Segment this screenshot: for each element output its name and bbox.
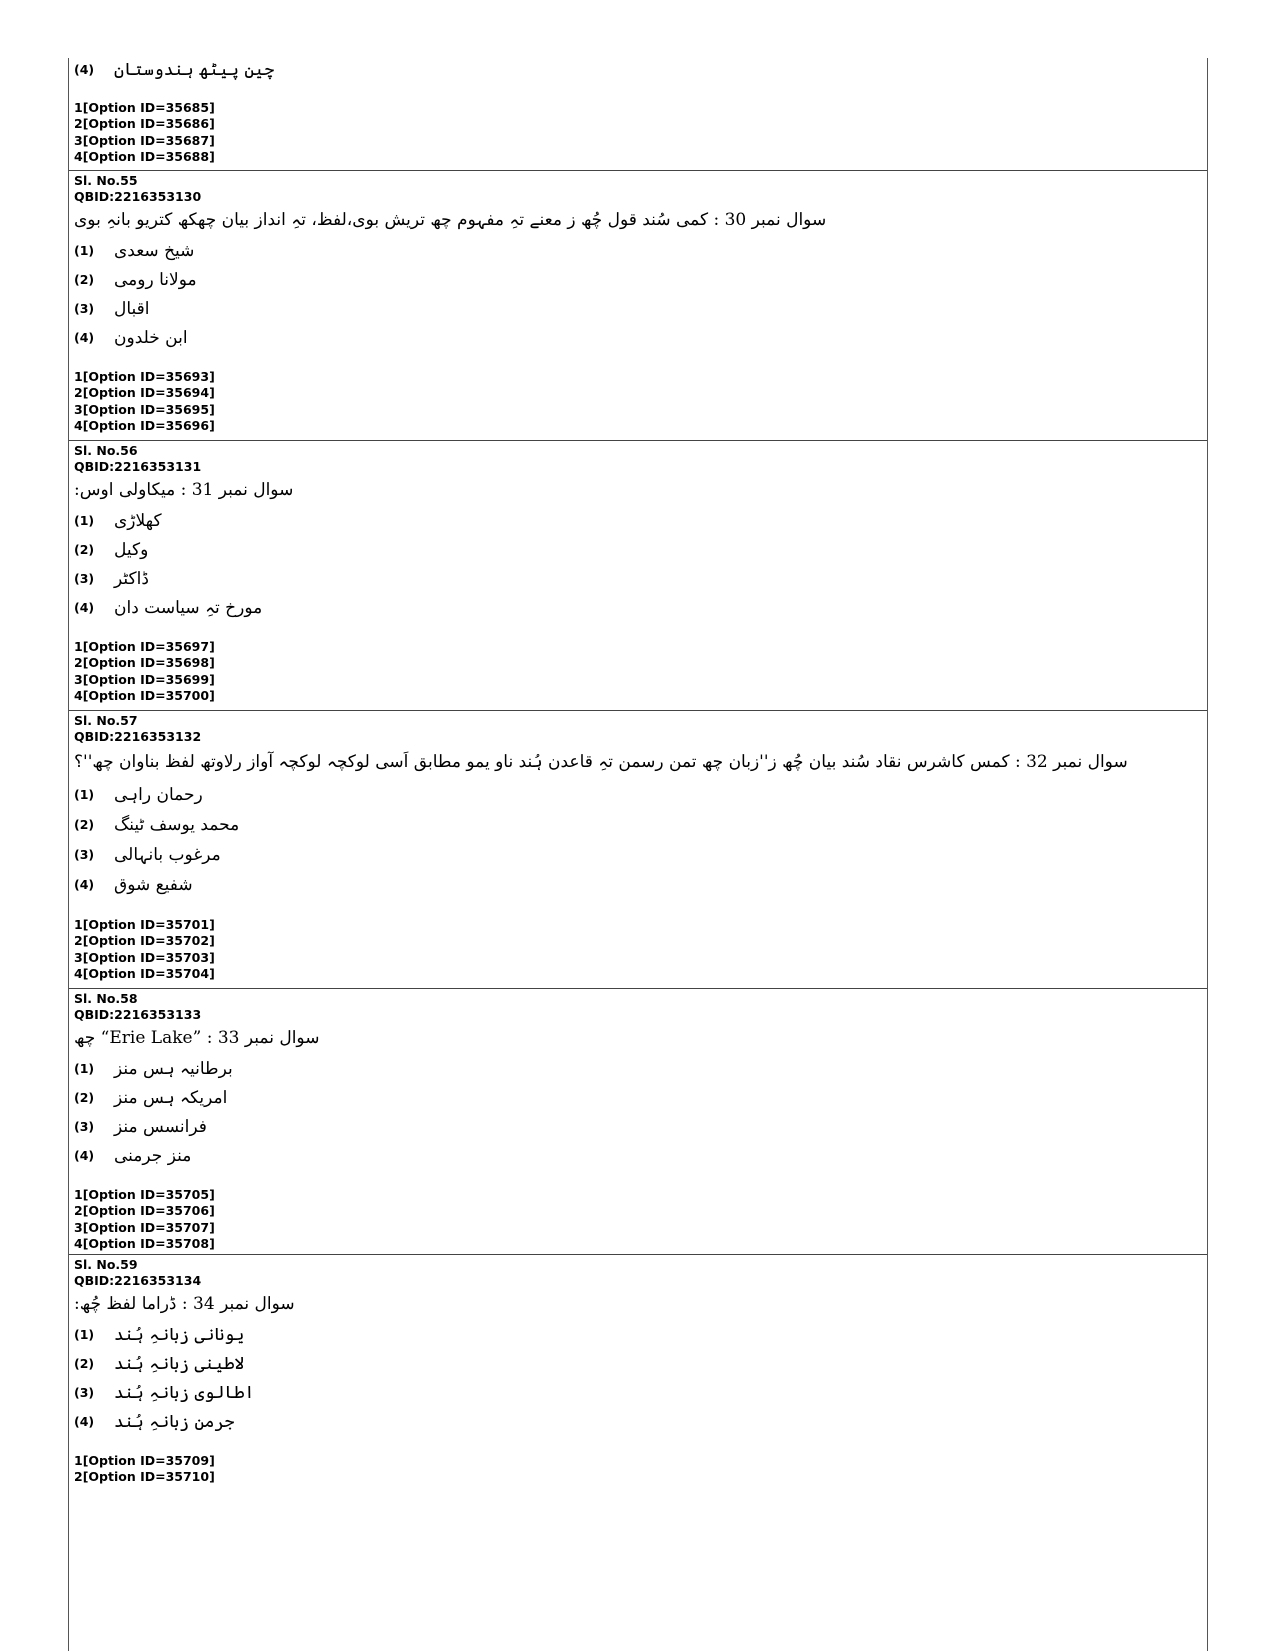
question-header — [69, 989, 1207, 1023]
option-text: لاطینی زبانہِ ہُند — [114, 1354, 245, 1374]
question-text: سوال نمبر 33 : ”Erie Lake“ چھ — [74, 1028, 320, 1048]
previous-question-tail — [69, 58, 1207, 170]
option-text: اطالوی زبانہِ ہُند — [114, 1383, 255, 1403]
question-block — [69, 988, 1207, 1254]
option-id: 3[Option ID=35699] — [74, 671, 215, 687]
option-number: (2) — [74, 1090, 95, 1105]
option-number: (2) — [74, 542, 95, 557]
question-header — [69, 1255, 1207, 1289]
option-number: (3) — [74, 301, 95, 316]
option-text: مولانا رومی — [114, 270, 197, 290]
option-row — [74, 1410, 234, 1434]
option-text: چین پیٹھ ہندوستان — [114, 60, 275, 80]
option-row — [74, 1323, 244, 1347]
option-row — [74, 873, 193, 897]
serial-number: Sl. No.56 — [74, 443, 138, 458]
option-row — [74, 58, 274, 82]
option-number: (1) — [74, 243, 95, 258]
option-id: 1[Option ID=35693] — [74, 369, 215, 384]
option-row — [74, 1115, 207, 1139]
option-text: یونانی زبانہِ ہُند — [114, 1325, 245, 1345]
option-id: 4[Option ID=35704] — [74, 965, 215, 981]
option-row — [74, 268, 197, 292]
question-block — [69, 710, 1207, 988]
option-text: ڈاکٹر — [114, 569, 149, 589]
question-text: سوال نمبر 32 : کمس کاشرس نقاد سُند بیان چُھ ز''زبان چھ تمن رسمن تہِ قاعدن ہُند ناو یمو مطابق اَسی لوکچہ لوکچہ آواز رلاوتھ لفظ بناوان چھ''؟ — [74, 752, 1128, 772]
option-text: محمد یوسف ٹینگ — [114, 815, 240, 835]
question-text: سوال نمبر 30 : کمی سُند قول چُھ ز معنے تہِ مفہوم چھ تریش بوی،لفظ، تہِ انداز بیان چھکھ کتریو بانہِ بوی — [74, 210, 827, 230]
option-id: 4[Option ID=35708] — [74, 1235, 215, 1251]
option-number: (2) — [74, 817, 95, 832]
option-id: 3[Option ID=35687] — [74, 132, 215, 148]
option-id: 4[Option ID=35696] — [74, 417, 215, 433]
option-id-list — [74, 369, 215, 434]
option-id-list — [74, 639, 215, 704]
option-id: 2[Option ID=35694] — [74, 385, 215, 401]
question-header — [69, 711, 1207, 745]
option-number: (1) — [74, 1327, 95, 1342]
option-id: 3[Option ID=35707] — [74, 1219, 215, 1235]
option-row — [74, 1381, 254, 1405]
option-row — [74, 1352, 244, 1376]
option-id-list — [74, 1187, 215, 1252]
option-id: 2[Option ID=35706] — [74, 1203, 215, 1219]
option-row — [74, 538, 148, 562]
serial-number: Sl. No.55 — [74, 173, 138, 188]
option-number: (4) — [74, 330, 95, 345]
option-id: 1[Option ID=35697] — [74, 639, 215, 654]
question-paper-page — [68, 58, 1208, 1651]
option-id: 2[Option ID=35698] — [74, 655, 215, 671]
option-text: شیخ سعدی — [114, 241, 195, 261]
question-text: سوال نمبر 34 : ڈراما لفظ چُھ: — [74, 1294, 295, 1314]
option-id-list — [74, 1453, 215, 1486]
question-block — [69, 170, 1207, 440]
option-row — [74, 843, 221, 867]
option-number: (1) — [74, 513, 95, 528]
option-text: کھلاڑی — [114, 511, 162, 531]
option-id: 2[Option ID=35702] — [74, 933, 215, 949]
qbid: QBID:2216353133 — [74, 1007, 202, 1022]
serial-number: Sl. No.59 — [74, 1257, 138, 1272]
question-header — [69, 441, 1207, 475]
option-number: (4) — [74, 600, 95, 615]
option-id: 4[Option ID=35700] — [74, 687, 215, 703]
qbid: QBID:2216353132 — [74, 729, 202, 744]
option-text: اقبال — [114, 299, 150, 319]
option-row — [74, 1057, 233, 1081]
option-row — [74, 326, 188, 350]
option-id: 1[Option ID=35705] — [74, 1187, 215, 1202]
option-row — [74, 239, 194, 263]
option-text: مورخ تہِ سیاست دان — [114, 598, 263, 618]
question-text: سوال نمبر 31 : میکاولی اوس: — [74, 480, 294, 500]
option-number: (4) — [74, 62, 95, 77]
option-number: (2) — [74, 272, 95, 287]
serial-number: Sl. No.58 — [74, 991, 138, 1006]
option-number: (4) — [74, 877, 95, 892]
option-id: 3[Option ID=35703] — [74, 949, 215, 965]
option-number: (4) — [74, 1148, 95, 1163]
option-row — [74, 783, 203, 807]
option-row — [74, 509, 162, 533]
question-block — [69, 440, 1207, 710]
question-block — [69, 1254, 1207, 1651]
option-number: (1) — [74, 787, 95, 802]
option-number: (3) — [74, 1119, 95, 1134]
qbid: QBID:2216353131 — [74, 459, 202, 474]
question-header — [69, 171, 1207, 205]
option-number: (4) — [74, 1414, 95, 1429]
option-text: جرمن زبانہِ ہُند — [114, 1412, 235, 1432]
option-text: رحمان راہی — [114, 785, 203, 805]
option-id: 3[Option ID=35695] — [74, 401, 215, 417]
option-text: فرانسس منز — [114, 1117, 207, 1137]
option-id: 1[Option ID=35685] — [74, 100, 215, 115]
option-id: 1[Option ID=35709] — [74, 1453, 215, 1468]
option-row — [74, 567, 149, 591]
option-id: 2[Option ID=35686] — [74, 116, 215, 132]
qbid: QBID:2216353130 — [74, 189, 202, 204]
option-text: مرغوب بانہالی — [114, 845, 221, 865]
option-text: منز جرمنی — [114, 1146, 192, 1166]
option-row — [74, 1086, 227, 1110]
option-row — [74, 297, 150, 321]
option-number: (3) — [74, 571, 95, 586]
option-text: وکیل — [114, 540, 149, 560]
option-number: (3) — [74, 847, 95, 862]
option-row — [74, 813, 239, 837]
option-text: برطانیہ ہس منز — [114, 1059, 233, 1079]
option-text: شفیع شوق — [114, 875, 193, 895]
option-row — [74, 596, 262, 620]
option-number: (3) — [74, 1385, 95, 1400]
option-id-list — [74, 100, 215, 165]
option-id-list — [74, 917, 215, 982]
option-id: 4[Option ID=35688] — [74, 148, 215, 164]
option-row — [74, 1144, 191, 1168]
qbid: QBID:2216353134 — [74, 1273, 202, 1288]
option-text: ابن خلدون — [114, 328, 188, 348]
serial-number: Sl. No.57 — [74, 713, 138, 728]
option-text: امریکہ ہس منز — [114, 1088, 228, 1108]
option-number: (2) — [74, 1356, 95, 1371]
option-number: (1) — [74, 1061, 95, 1076]
option-id: 2[Option ID=35710] — [74, 1469, 215, 1485]
option-id: 1[Option ID=35701] — [74, 917, 215, 932]
